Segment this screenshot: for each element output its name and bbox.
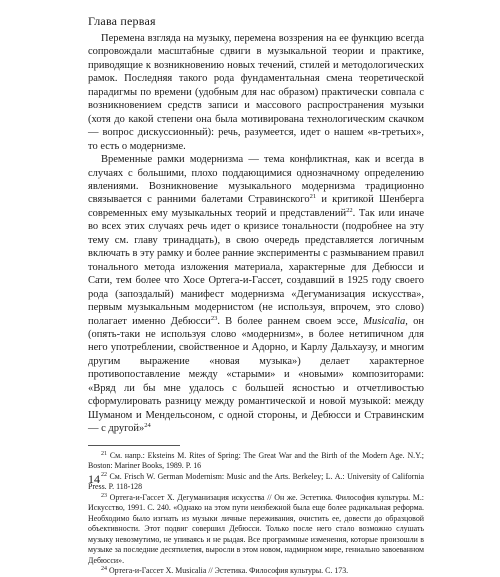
footnote-24 bbox=[88, 566, 424, 577]
footnote-ref-24: 24 bbox=[144, 422, 151, 430]
paragraph-1: Перемена взгляда на музыку, перемена воззрения на ее функцию всегда сопровождали масштабные сдвиги в музыкальной теории и практике, приводящие к возникновению новых течений, стилей и методологических рамок. Последняя такого рода фундаментальная смена теоретической парадигмы по времени (удобным для нас образом) практически совпала с возникновением средств записи и массового распространения музыки (хотя до какой степени она была мотивирована технологическим скачком — вопрос дискуссионный): речь, разумеется, идет о нашем «в-третьих», то есть о модернизме. bbox=[88, 33, 424, 152]
footnote-text: Ортега-и-Гассет Х. Musicalia // Эстетика. Философия культуры. С. 173. bbox=[108, 566, 349, 576]
footnote-text: Ортега-и-Гассет Х. Дегуманизация искусства // Он же. Эстетика. Философия культуры. М.: Искусство, 1991. С. 240. «Однако на этом пути неизбежной была еще более радикальная реформа. Необходимо было изгнать из музыки личные переживания, очистить ее, довести до образцовой объективности. Этот подвиг совершил Дебюсси. Только после него стало возможно слушать музыку невозмутимо, не упиваясь и не рыдая. Все программные изменения, которые произошли в музыке за последние десятилетия, выросли в этом новом, надмирном мире, гениально завоеванном Дебюсси». bbox=[88, 492, 424, 565]
paragraph-2-part-3: . Так или иначе во всех этих случаях речь идет о кризисе тональности (подробнее на эту тему см. главу тринадцать), в свою очередь представляется логичным включать в эту рамку и более ранние эксперименты с размыванием правил тонального метода изложения материала, характерные для Дебюсси и Сати, тем более что Хосе Ортега-и-Гассет, создавший в 1925 году своего рода (запоздалый) манифест модернизма «Дегуманизация искусства», первым музыкальным модернистом (не используя, впрочем, это слово) полагает именно Дебюсси bbox=[88, 207, 425, 327]
footnote-22 bbox=[88, 472, 424, 493]
footnote-ref-23: 23 bbox=[210, 314, 218, 322]
footnote-number: 24 bbox=[101, 566, 107, 573]
footnote-number: 21 bbox=[101, 450, 107, 457]
footnote-ref-21: 21 bbox=[309, 193, 317, 201]
footnote-number: 23 bbox=[101, 492, 107, 499]
paragraph-2-part-1: Временные рамки модернизма — тема конфликтная, как и всегда в случаях с большими, плохо поддающимися однозначному определению явлениями. Возникновение музыкального модернизма традиционно связывается с ранними балетами Стравинского bbox=[88, 154, 424, 206]
paragraph-2 bbox=[88, 153, 424, 436]
footnote-text: См. Frisch W. German Modernism: Music and the Arts. Berkeley; L. A.: University of California Press. P. 118-128 bbox=[88, 471, 424, 492]
footnote-ref-22: 22 bbox=[346, 206, 353, 214]
paragraph-2-part-5: , он (опять-таки не используя слово «модернизм», в более нетипичном для него употреблении, свойственное и Адорно, и Карлу Дальхаузу, и многим другим выражение «новая музыка») делает характерное противопоставление между «старыми» и «новыми» композиторами: «Вряд ли бы мне удалось с большей ясностью и отчетливостью сформулировать разницу между романтической и новой музыкой: между Шуманом и Мендельсоном, с одной стороны, и Дебюсси и Стравинским — с другой» bbox=[88, 315, 424, 435]
footnote-23 bbox=[88, 493, 424, 567]
footnote-number: 22 bbox=[101, 471, 107, 478]
page-number: 14 bbox=[88, 472, 100, 486]
footnote-21 bbox=[88, 451, 424, 472]
main-text bbox=[88, 32, 424, 577]
footnote-text: См. напр.: Eksteins M. Rites of Spring: The Great War and the Birth of the Modern Age. N.Y.; Boston: Mariner Books, 1989. P. 16 bbox=[88, 450, 424, 471]
paragraph-2-part-4: . В более раннем своем эссе, bbox=[217, 315, 364, 327]
running-header: Глава первая bbox=[88, 14, 156, 28]
paragraph-2-part-2: и критикой Шенберга современных ему музыкальных теорий и представлений bbox=[88, 194, 424, 219]
title-musicalia: Musicalia bbox=[363, 315, 406, 327]
footnote-rule bbox=[88, 445, 180, 446]
